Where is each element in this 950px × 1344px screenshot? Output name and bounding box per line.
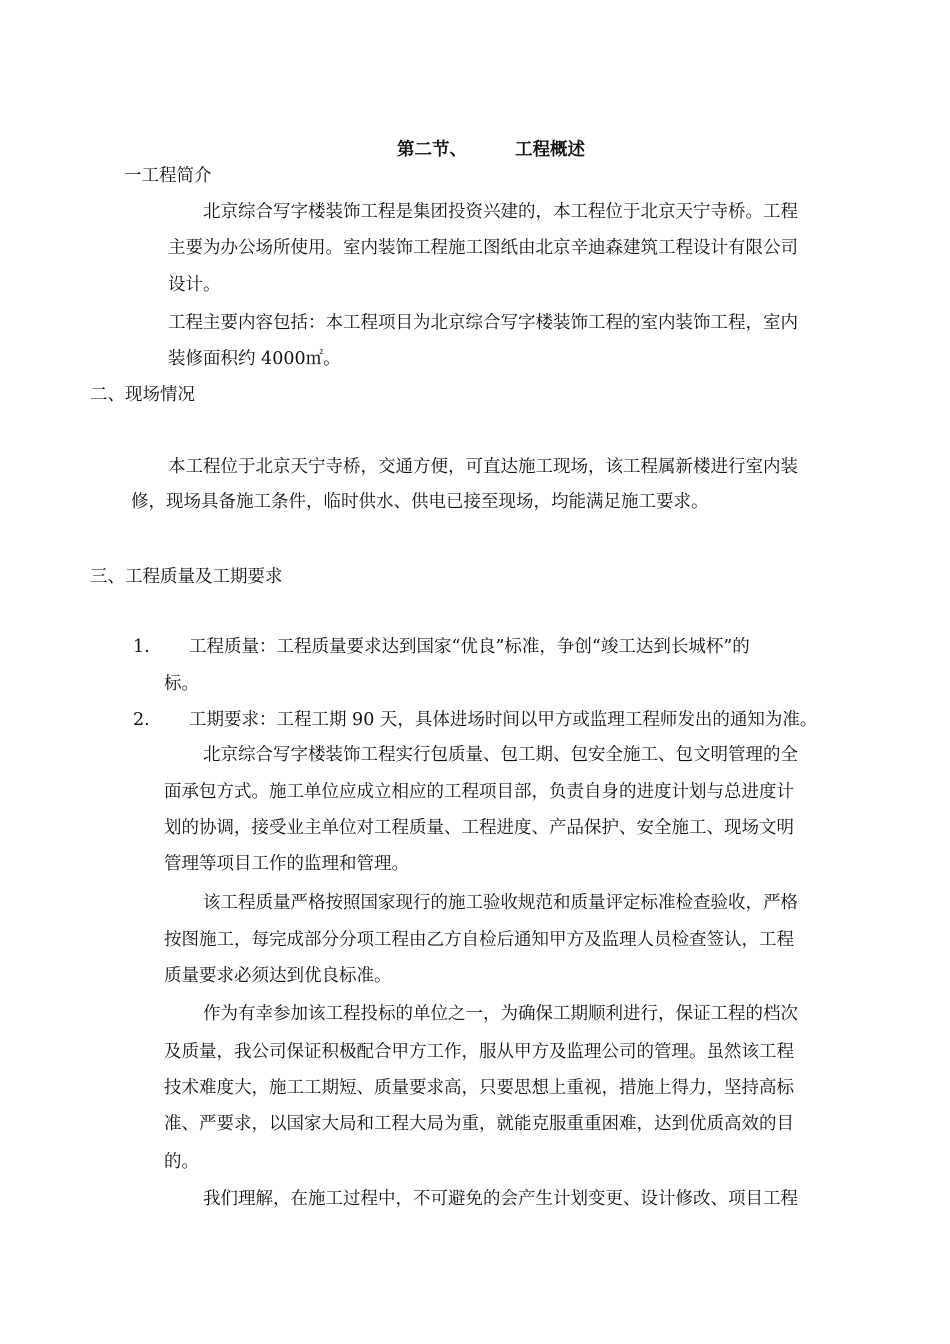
- section-number: 第二节、: [397, 140, 467, 160]
- paragraph-line: 面承包方式。施工单位应成立相应的工程项目部，负责自身的进度计划与总进度计: [164, 782, 794, 802]
- list-text: 工程质量：工程质量要求达到国家“优良”标准，争创“竣工达到长城杯”的: [189, 637, 750, 657]
- paragraph-line: 本工程位于北京天宁寺桥，交通方便，可直达施工现场，该工程属新楼进行室内装: [168, 457, 798, 477]
- paragraph-line: 主要为办公场所使用。室内装饰工程施工图纸由北京辛迪森建筑工程设计有限公司: [168, 238, 798, 258]
- list-item-continuation: 标。: [164, 674, 199, 694]
- paragraph-line: 质量要求必须达到优良标准。: [164, 966, 392, 986]
- paragraph-line: 我们理解，在施工过程中，不可避免的会产生计划变更、设计修改、项目工程: [203, 1189, 798, 1209]
- paragraph-line: 该工程质量严格按照国家现行的施工验收规范和质量评定标准检查验收，严格: [203, 893, 798, 913]
- section-title: 工程概述: [515, 140, 585, 160]
- page-title: [397, 138, 585, 162]
- list-number: 1.: [133, 637, 150, 657]
- list-item: [133, 635, 750, 659]
- paragraph-line: 及质量，我公司保证积极配合甲方工作，服从甲方及监理公司的管理。虽然该工程: [164, 1042, 794, 1062]
- paragraph-line: 的。: [164, 1152, 199, 1172]
- section-heading-3: 三、工程质量及工期要求: [90, 567, 283, 587]
- section-heading-2: 二、现场情况: [90, 385, 195, 405]
- paragraph-line: 北京综合写字楼装饰工程是集团投资兴建的，本工程位于北京天宁寺桥。工程: [203, 202, 798, 222]
- paragraph-line: 修，现场具备施工条件，临时供水、供电已接至现场，均能满足施工要求。: [131, 492, 709, 512]
- paragraph-line: 划的协调，接受业主单位对工程质量、工程进度、产品保护、安全施工、现场文明: [164, 818, 794, 838]
- paragraph-line: 管理等项目工作的监理和管理。: [164, 854, 409, 874]
- paragraph-line: 工程主要内容包括：本工程项目为北京综合写字楼装饰工程的室内装饰工程，室内: [168, 313, 798, 333]
- paragraph-line: 北京综合写字楼装饰工程实行包质量、包工期、包安全施工、包文明管理的全: [203, 745, 798, 765]
- paragraph-line: 设计。: [168, 275, 221, 295]
- paragraph-line: 装修面积约 4000㎡。: [168, 349, 341, 369]
- list-text: 工期要求：工程工期 90 天，具体进场时间以甲方或监理工程师发出的通知为准。: [189, 710, 818, 730]
- list-item: [133, 708, 817, 732]
- paragraph-line: 准、严要求，以国家大局和工程大局为重，就能克服重重困难，达到优质高效的目: [164, 1114, 794, 1134]
- list-number: 2.: [133, 710, 150, 730]
- paragraph-line: 按图施工，每完成部分分项工程由乙方自检后通知甲方及监理人员检查签认，工程: [164, 930, 794, 950]
- paragraph-line: 技术难度大，施工工期短、质量要求高，只要思想上重视，措施上得力，坚持高标: [164, 1078, 794, 1098]
- section-heading-1: 一工程简介: [124, 166, 212, 186]
- paragraph-line: 作为有幸参加该工程投标的单位之一，为确保工期顺利进行，保证工程的档次: [203, 1004, 798, 1024]
